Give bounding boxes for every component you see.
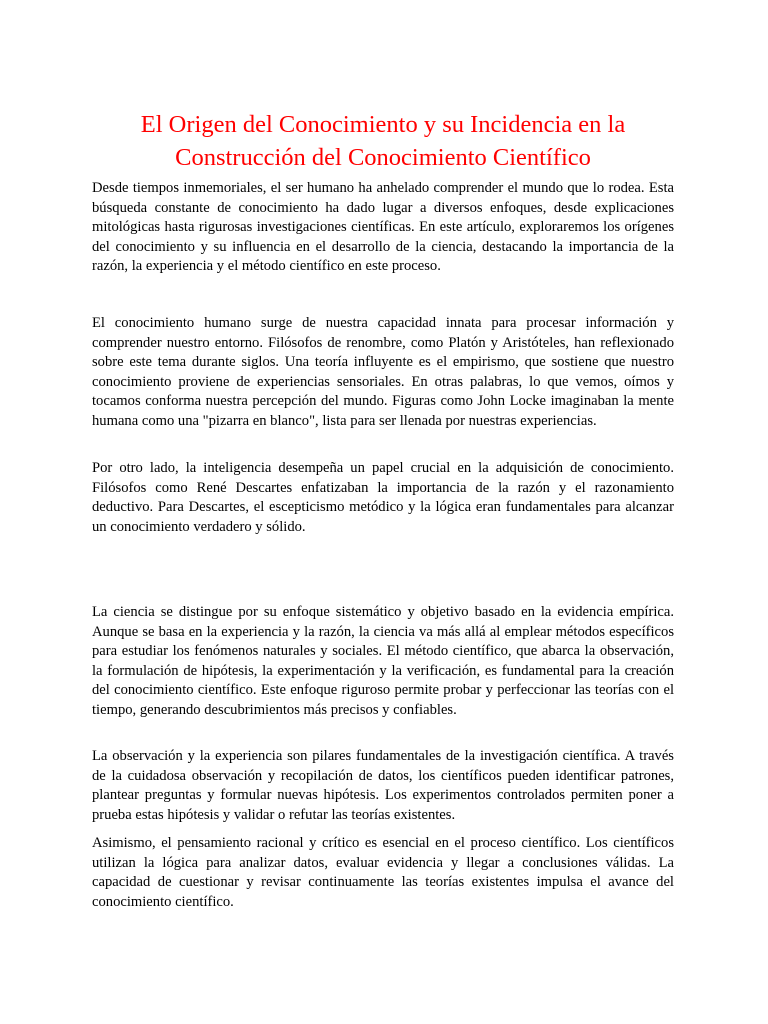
paragraph-science-method: La ciencia se distingue por su enfoque sistemático y objetivo basado en la evidencia empírica. Aunque se basa en la experiencia y la razón, la ciencia va más allá al emplear métodos específicos para estudiar los fenómenos naturales y sociales. El método científico, que abarca la observación, la formulación de hipótesis, la experimentación y la verificación, es fundamental para la creación del conocimiento científico. Este enfoque riguroso permite probar y perfeccionar las teorías con el tiempo, generando descubrimientos más precisos y confiables. [92,604,674,718]
paragraph-empiricism: El conocimiento humano surge de nuestra capacidad innata para procesar información y comprender nuestro entorno. Filósofos de renombre, como Platón y Aristóteles, han reflexionado sobre este tema durante siglos. Una teoría influyente es el empirismo, que sostiene que nuestro conocimiento proviene de experiencias sensoriales. En otras palabras, lo que vemos, oímos y tocamos conforma nuestra percepción del mundo. Figuras como John Locke imaginaban la mente humana como una "pizarra en blanco", lista para ser llenada por nuestras experiencias. [92,315,674,429]
paragraph-critical-thinking: Asimismo, el pensamiento racional y crítico es esencial en el proceso científico. Los científicos utilizan la lógica para analizar datos, evaluar evidencia y llegar a conclusiones válidas. La capacidad de cuestionar y revisar continuamente las teorías existentes impulsa el avance del conocimiento científico. [92,835,674,910]
paragraph-intro: Desde tiempos inmemoriales, el ser humano ha anhelado comprender el mundo que lo rodea. Esta búsqueda constante de conocimiento ha dado lugar a diversos enfoques, desde explicaciones mitológicas hasta rigurosas investigaciones científicas. En este artículo, exploraremos los orígenes del conocimiento y su influencia en el desarrollo de la ciencia, destacando la importancia de la razón, la experiencia y el método científico en este proceso. [92,180,674,275]
document-title: El Origen del Conocimiento y su Incidencia en la Construcción del Conocimiento Científico [140,111,626,171]
paragraph-rationalism: Por otro lado, la inteligencia desempeña un papel crucial en la adquisición de conocimiento. Filósofos como René Descartes enfatizaban la importancia de la razón y el razonamiento deductivo. Para Descartes, el escepticismo metódico y la lógica eran fundamentales para alcanzar un conocimiento verdadero y sólido. [92,460,674,535]
paragraph-observation: La observación y la experiencia son pilares fundamentales de la investigación científica. A través de la cuidadosa observación y recopilación de datos, los científicos pueden identificar patrones, plantear preguntas y formular nuevas hipótesis. Los experimentos controlados permiten poner a prueba estas hipótesis y validar o refutar las teorías existentes. [92,748,674,823]
